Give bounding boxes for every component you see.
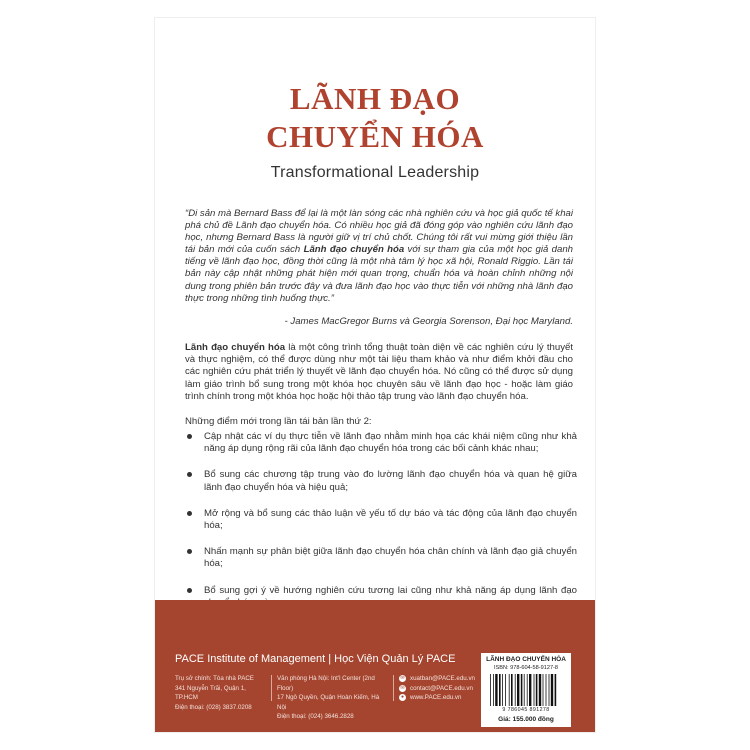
headquarters-info — [175, 674, 267, 712]
bullet-icon — [187, 549, 192, 554]
divider — [393, 675, 394, 701]
divider — [271, 675, 272, 701]
book-title-line-1: LÃNH ĐẠO — [289, 81, 461, 116]
description-lead: Lãnh đạo chuyển hóa — [185, 342, 286, 353]
website-row — [399, 693, 479, 703]
bullet-icon — [187, 588, 192, 593]
list-item-text: Bổ sung các chương tập trung vào đo lường lãnh đạo chuyển hóa và quan hệ giữa lãnh đạo chuyển hóa và hiệu quả; — [204, 469, 577, 493]
quote-attribution: - James MacGregor Burns và Georgia Sorenson, Đại học Maryland. — [284, 316, 573, 327]
publisher-footer — [155, 600, 595, 732]
quote-emphasis: Lãnh đạo chuyển hóa — [303, 244, 405, 256]
mail-icon: ✉ — [400, 684, 405, 691]
list-item — [185, 508, 577, 532]
bullet-icon — [187, 472, 192, 477]
list-item — [185, 431, 577, 455]
book-description — [185, 342, 573, 403]
endorsement-quote — [185, 208, 573, 305]
new-points-heading: Những điểm mới trong lần tái bản lần thứ 2: — [185, 416, 372, 427]
list-item — [185, 469, 577, 493]
hq-line: Điện thoại: (028) 3837.0208 — [175, 703, 252, 711]
hanoi-line: 17 Ngô Quyền, Quận Hoàn Kiếm, Hà Nội — [277, 694, 380, 711]
barcode-book-title: LÃNH ĐẠO CHUYỂN HÓA — [486, 656, 566, 663]
mail-icon: ✉ — [400, 675, 405, 681]
hanoi-line: Văn phòng Hà Nội: Int'l Center (2nd Floor) — [277, 675, 375, 692]
list-item-text: Bổ sung gợi ý về hướng nghiên cứu tương lai cũng như khả năng áp dụng lãnh đạo — [204, 584, 577, 596]
email-address: xuatban@PACE.edu.vn — [410, 675, 475, 682]
barcode-label — [481, 653, 571, 727]
book-subtitle: Transformational Leadership — [270, 164, 480, 181]
list-item-text: Nhấn mạnh sự phân biệt giữa lãnh đạo chuyển hóa chân chính và lãnh đạo giả chuyển hóa; — [204, 546, 577, 570]
contact-email: contact@PACE.edu.vn — [410, 684, 473, 692]
email-row — [399, 674, 479, 684]
hanoi-office-info — [277, 674, 389, 722]
isbn-text: ISBN: 978-604-58-9127-8 — [493, 665, 559, 671]
book-title-line-2: CHUYỂN HÓA — [266, 119, 484, 154]
hq-line: 341 Nguyễn Trãi, Quận 1, TP.HCM — [175, 684, 246, 701]
list-item-text: Mở rộng và bổ sung các thảo luận về yếu tố dự báo và tác động của lãnh đạo chuyển hóa; — [204, 507, 577, 532]
title-block — [155, 80, 595, 182]
list-item — [185, 546, 577, 570]
hanoi-line: Điện thoại: (024) 3646.2828 — [277, 713, 354, 720]
contact-info — [399, 674, 479, 703]
bullet-icon — [187, 511, 192, 516]
globe-icon: ● — [400, 694, 405, 700]
hq-line: Trụ sở chính: Tòa nhà PACE — [175, 675, 254, 682]
quote-text-part-1: “Di sản mà Bernard Bass để lại là một làn sóng các nhà nghiên cứu và học giả quốc tế khai phá chủ đề Lãnh đạo chuyển hóa. Có nhiều học giả đã đóng góp vào nghiên cứu lãnh đạo học, nhưng Bernard Bass là người giữ vị trí chủ chốt. Chúng tôi rất vui mừng giới thiệu lần tái bản mới của cuốn sách — [185, 208, 573, 256]
barcode-digits: 9 786045 891278 — [502, 707, 550, 713]
price: Giá: 155.000 đồng — [498, 716, 554, 723]
list-item-text: Cập nhật các ví dụ thực tiễn về lãnh đạo nhằm minh họa các khái niệm cũng như khả năng áp dụng rộng rãi của lãnh đạo chuyển hóa trong các bối cảnh khác nhau; — [204, 431, 577, 455]
website: www.PACE.edu.vn — [410, 694, 462, 701]
contact-email-row — [399, 684, 479, 694]
bullet-icon — [187, 434, 192, 439]
quote-text-part-2: với sự tham gia của một học giả danh tiếng về lãnh đạo học, đồng thời cũng là một nhà tâm lý học xã hội, Ronald Riggio. Lần tái bản này cập nhật những phát hiện mới quan trọng, chuẩn hóa và hoàn chỉnh những nội dung trong phiên bản trước đây và đưa lãnh đạo học vào thực tiễn với những nhà lãnh đạo thực trong những tình huống thực.” — [185, 244, 573, 304]
publisher-name: PACE Institute of Management | Học Viện Quản Lý PACE — [175, 653, 456, 665]
description-text: là một công trình tổng thuật toàn diện về các nghiên cứu lý thuyết và thực nghiệm, có thể được dùng như một tài liệu tham khảo và như điểm khởi đầu cho các nghiên cứu phát triển lý thuyết về lãnh đạo chuyển hóa. Nó cũng có thể được sử dụng làm giáo trình bổ sung trong một khóa học chuyên sâu về lãnh đạo học - hoặc làm giáo trình chính trong một khóa học hoặc hội thảo tập trung vào lãnh đạo chuyển hóa. — [185, 342, 573, 402]
barcode-icon — [488, 674, 564, 706]
book-back-cover — [155, 18, 595, 732]
